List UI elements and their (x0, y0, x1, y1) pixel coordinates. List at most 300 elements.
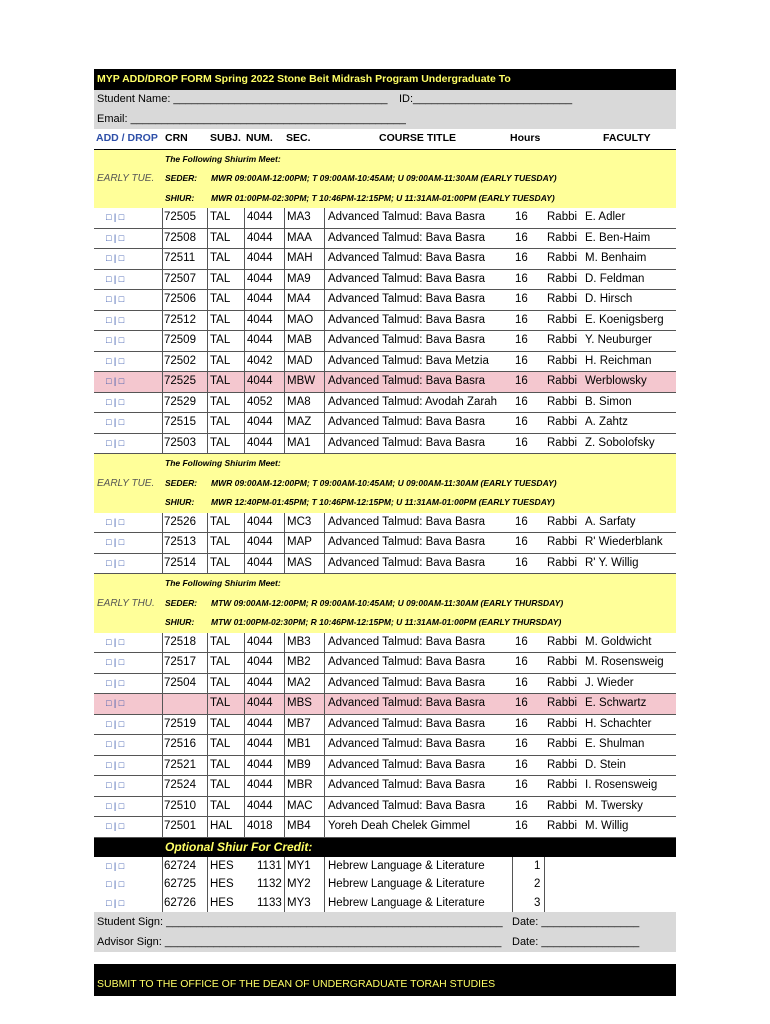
course-hours: 16 (515, 416, 528, 428)
column-divider (512, 894, 513, 913)
column-divider (324, 554, 325, 574)
add-drop-checkboxes[interactable]: □ | □ (106, 212, 125, 222)
column-divider (324, 776, 325, 796)
course-sec: MB3 (287, 635, 311, 648)
column-divider (284, 797, 285, 817)
course-hours: 16 (515, 293, 528, 305)
column-divider (284, 413, 285, 433)
course-sec: MB1 (287, 738, 311, 750)
column-divider (284, 434, 285, 454)
course-title: Advanced Talmud: Bava Basra (328, 272, 486, 285)
faculty-rabbi: Rabbi (547, 231, 578, 244)
add-drop-checkboxes[interactable]: □ | □ (106, 537, 125, 547)
column-divider (207, 413, 208, 433)
section-intro: The Following Shiurim Meet: (165, 578, 281, 588)
course-crn: 72512 (164, 313, 196, 326)
course-crn: 72525 (164, 375, 196, 387)
column-divider (284, 270, 285, 290)
course-crn: 72501 (164, 820, 196, 832)
course-hours: 16 (515, 656, 528, 668)
faculty-name: E. Adler (585, 211, 626, 223)
column-divider (244, 797, 245, 817)
section-intro: The Following Shiurim Meet: (165, 153, 281, 164)
shiur-label: SHIUR: (165, 497, 195, 507)
course-hours: 16 (515, 375, 528, 387)
course-hours: 16 (515, 676, 528, 689)
faculty-rabbi: Rabbi (547, 395, 578, 408)
course-title: Hebrew Language & Literature (328, 859, 485, 872)
add-drop-checkboxes[interactable]: □ | □ (106, 739, 125, 749)
course-hours: 16 (515, 436, 528, 449)
course-num: 4042 (247, 354, 273, 367)
column-divider (244, 249, 245, 269)
course-crn: 72516 (164, 738, 196, 750)
course-subj: TAL (210, 738, 231, 750)
course-hours: 16 (515, 635, 528, 648)
course-title: Hebrew Language & Literature (328, 896, 485, 909)
add-drop-checkboxes[interactable]: □ | □ (106, 860, 125, 871)
optional-rows (94, 857, 676, 913)
course-sec: MB9 (287, 758, 311, 771)
faculty-name: Y. Neuburger (585, 334, 652, 346)
column-divider (244, 331, 245, 351)
course-sec: MA9 (287, 272, 311, 285)
faculty-rabbi: Rabbi (547, 779, 578, 791)
course-row (94, 694, 676, 715)
section-intro-row (94, 574, 676, 594)
course-title: Advanced Talmud: Bava Basra (328, 556, 486, 569)
seder-times: MWR 09:00AM-12:00PM; T 09:00AM-10:45AM; U 09:00AM-11:30AM (EARLY TUESDAY) (211, 477, 557, 488)
course-row (94, 249, 676, 270)
course-num: 4044 (247, 656, 273, 668)
course-title: Advanced Talmud: Bava Basra (328, 676, 486, 689)
course-num: 1133 (257, 896, 282, 909)
column-divider (162, 513, 163, 533)
course-row (94, 331, 676, 352)
column-divider (207, 352, 208, 372)
course-crn: 72506 (164, 293, 196, 305)
faculty-rabbi: Rabbi (547, 676, 578, 689)
course-crn: 72504 (164, 676, 196, 689)
section-intro-row (94, 150, 676, 170)
course-num: 4044 (247, 799, 273, 812)
course-hours: 16 (515, 272, 528, 285)
course-sec: MBR (287, 779, 313, 791)
add-drop-checkboxes[interactable]: □ | □ (106, 232, 125, 243)
column-divider (244, 513, 245, 533)
column-divider (244, 533, 245, 553)
course-sec: MAD (287, 354, 313, 367)
course-title: Advanced Talmud: Bava Basra (328, 416, 486, 428)
column-divider (207, 674, 208, 694)
faculty-name: Z. Sobolofsky (585, 436, 655, 449)
course-title: Advanced Talmud: Bava Basra (328, 436, 486, 449)
faculty-name: J. Wieder (585, 676, 634, 689)
add-drop-checkboxes[interactable]: □ | □ (106, 800, 125, 811)
seder-times: MWR 09:00AM-12:00PM; T 09:00AM-10:45AM; U 09:00AM-11:30AM (EARLY TUESDAY) (211, 173, 557, 183)
add-drop-checkboxes[interactable]: □ | □ (106, 396, 125, 407)
add-drop-checkboxes[interactable]: □ | □ (106, 557, 125, 568)
column-divider (207, 372, 208, 392)
column-divider (162, 756, 163, 776)
column-divider (207, 533, 208, 553)
column-divider (244, 554, 245, 574)
column-divider (162, 434, 163, 454)
course-num: 4044 (247, 293, 273, 305)
footer-bar (94, 964, 676, 996)
email-field[interactable]: Email: _____________________________________________ (97, 112, 406, 125)
course-num: 4018 (247, 820, 273, 832)
col-crn: CRN (165, 132, 188, 144)
optional-course-row (94, 857, 676, 876)
course-title: Advanced Talmud: Bava Basra (328, 515, 486, 528)
course-crn: 72509 (164, 334, 196, 346)
faculty-name: H. Schachter (585, 717, 652, 730)
course-row (94, 434, 676, 455)
faculty-name: I. Rosensweig (585, 779, 658, 791)
column-divider (284, 694, 285, 714)
add-drop-checkboxes[interactable]: □ | □ (106, 335, 125, 345)
faculty-name: E. Shulman (585, 738, 645, 750)
email-row (94, 110, 676, 130)
faculty-name: R' Wiederblank (585, 536, 663, 548)
add-drop-checkboxes[interactable]: □ | □ (106, 677, 125, 688)
course-row (94, 372, 676, 393)
column-divider (207, 694, 208, 714)
course-row (94, 413, 676, 434)
course-hours: 16 (515, 717, 528, 730)
column-divider (162, 894, 163, 913)
column-divider (324, 674, 325, 694)
course-title: Advanced Talmud: Bava Metzia (328, 354, 489, 367)
faculty-name: D. Feldman (585, 272, 645, 285)
column-divider (324, 797, 325, 817)
course-sec: MA2 (287, 676, 311, 689)
faculty-rabbi: Rabbi (547, 313, 578, 326)
column-divider (324, 653, 325, 673)
faculty-rabbi: Rabbi (547, 416, 578, 428)
column-divider (324, 817, 325, 837)
add-drop-checkboxes[interactable]: □ | □ (106, 636, 125, 647)
faculty-rabbi: Rabbi (547, 375, 578, 387)
course-title: Advanced Talmud: Bava Basra (328, 799, 486, 812)
course-sec: MY1 (287, 859, 311, 872)
course-sec: MBS (287, 697, 312, 709)
add-drop-checkboxes[interactable]: □ | □ (106, 657, 125, 667)
course-num: 4044 (247, 313, 273, 326)
course-hours: 16 (515, 820, 528, 832)
add-drop-checkboxes[interactable]: □ | □ (106, 821, 125, 831)
column-divider (244, 229, 245, 249)
course-crn: 72503 (164, 436, 196, 449)
column-divider (162, 674, 163, 694)
column-divider (544, 894, 545, 913)
course-crn: 72519 (164, 717, 196, 730)
column-divider (284, 249, 285, 269)
faculty-name: M. Benhaim (585, 252, 647, 264)
course-row (94, 513, 676, 534)
column-divider (284, 715, 285, 735)
column-divider (244, 817, 245, 837)
column-divider (244, 434, 245, 454)
column-divider (324, 875, 325, 894)
column-divider (162, 331, 163, 351)
course-crn: 72518 (164, 635, 196, 648)
course-sec: MAA (287, 231, 312, 244)
course-num: 4044 (247, 375, 273, 387)
column-divider (207, 776, 208, 796)
course-crn: 72517 (164, 656, 196, 668)
course-title: Advanced Talmud: Bava Basra (328, 717, 486, 730)
column-divider (284, 352, 285, 372)
column-divider (284, 875, 285, 894)
course-crn: 72502 (164, 354, 196, 367)
col-title: COURSE TITLE (379, 132, 457, 144)
column-divider (284, 756, 285, 776)
add-drop-checkboxes[interactable]: □ | □ (106, 273, 125, 284)
course-row (94, 393, 676, 414)
column-divider (284, 208, 285, 228)
form-header (94, 69, 676, 90)
course-row (94, 776, 676, 797)
add-drop-form (94, 69, 676, 996)
course-sec: MAH (287, 252, 313, 264)
faculty-rabbi: Rabbi (547, 536, 578, 548)
column-divider (207, 513, 208, 533)
column-divider (162, 290, 163, 310)
course-title: Advanced Talmud: Bava Basra (328, 697, 486, 709)
student-name-field[interactable]: Student Name: ___________________________________ (97, 93, 388, 105)
course-subj: TAL (210, 375, 231, 387)
add-drop-checkboxes[interactable]: □ | □ (106, 879, 125, 889)
course-subj: TAL (210, 395, 231, 408)
column-divider (244, 393, 245, 413)
faculty-rabbi: Rabbi (547, 820, 578, 832)
add-drop-checkboxes[interactable]: □ | □ (106, 376, 125, 386)
column-divider (162, 797, 163, 817)
course-subj: TAL (210, 536, 231, 548)
course-crn: 62724 (164, 859, 196, 872)
column-divider (284, 393, 285, 413)
add-drop-checkboxes[interactable]: □ | □ (106, 516, 125, 527)
add-drop-checkboxes[interactable]: □ | □ (106, 314, 125, 325)
column-divider (162, 229, 163, 249)
course-sec: MA3 (287, 211, 311, 223)
column-divider (324, 352, 325, 372)
course-title: Advanced Talmud: Bava Basra (328, 779, 486, 791)
course-subj: TAL (210, 779, 231, 791)
column-divider (162, 533, 163, 553)
column-divider (324, 434, 325, 454)
faculty-rabbi: Rabbi (547, 556, 578, 569)
course-title: Advanced Talmud: Bava Basra (328, 738, 486, 750)
course-num: 4044 (247, 416, 273, 428)
column-divider (512, 875, 513, 894)
student-name-row (94, 90, 676, 110)
faculty-rabbi: Rabbi (547, 635, 578, 648)
course-title: Advanced Talmud: Avodah Zarah (328, 395, 497, 408)
faculty-name: D. Stein (585, 758, 626, 771)
advisor-date-field[interactable]: Date: ________________ (512, 936, 640, 948)
course-hours: 16 (515, 556, 528, 569)
col-hours: Hours (510, 132, 541, 144)
add-drop-checkboxes[interactable]: □ | □ (106, 294, 125, 304)
course-sec: MA8 (287, 395, 311, 408)
add-drop-checkboxes[interactable]: □ | □ (106, 417, 125, 427)
course-subj: TAL (210, 354, 231, 367)
column-divider (162, 694, 163, 714)
course-subj: HES (210, 896, 234, 909)
optional-header (94, 838, 676, 857)
shiur-times: MWR 12:40PM-01:45PM; T 10:46PM-12:15PM; U 11:31AM-01:00PM (EARLY TUESDAY) (211, 497, 555, 507)
column-divider (207, 653, 208, 673)
course-crn: 72529 (164, 395, 196, 408)
course-subj: TAL (210, 252, 231, 264)
column-divider (512, 857, 513, 876)
course-num: 4044 (247, 436, 273, 449)
add-drop-checkboxes[interactable]: □ | □ (106, 355, 125, 366)
column-divider (244, 776, 245, 796)
course-title: Yoreh Deah Chelek Gimmel (328, 820, 471, 832)
column-divider (284, 229, 285, 249)
column-divider (162, 393, 163, 413)
course-subj: HAL (210, 820, 233, 832)
section-intro: The Following Shiurim Meet: (165, 458, 281, 468)
add-drop-checkboxes[interactable]: □ | □ (106, 253, 125, 263)
column-divider (324, 715, 325, 735)
faculty-rabbi: Rabbi (547, 515, 578, 528)
shiur-times: MWR 01:00PM-02:30PM; T 10:46PM-12:15PM; U 11:31AM-01:00PM (EARLY TUESDAY) (211, 192, 555, 203)
column-divider (207, 434, 208, 454)
add-drop-checkboxes[interactable]: □ | □ (106, 718, 125, 729)
column-divider (162, 413, 163, 433)
course-row (94, 208, 676, 229)
column-divider (207, 208, 208, 228)
faculty-rabbi: Rabbi (547, 211, 578, 223)
course-crn: 72521 (164, 758, 196, 771)
student-sign-field[interactable]: Student Sign: _______________________________________________________ (97, 916, 503, 928)
faculty-name: Werblowsky (585, 375, 647, 387)
course-num: 1132 (257, 878, 282, 890)
column-divider (324, 756, 325, 776)
student-sign-row (94, 912, 676, 932)
seder-row (94, 169, 676, 189)
course-sec: MB4 (287, 820, 311, 832)
seder-row (94, 474, 676, 494)
shiur-times: MTW 01:00PM-02:30PM; R 10:46PM-12:15PM; U 11:31AM-01:00PM (EARLY THURSDAY) (211, 617, 562, 627)
id-field[interactable]: ID:__________________________ (399, 93, 573, 105)
course-sec: MAC (287, 799, 313, 812)
advisor-sign-field[interactable]: Advisor Sign: _______________________________________________________ (97, 936, 502, 948)
col-add-drop: ADD / DROP (96, 132, 158, 144)
add-drop-checkboxes[interactable]: □ | □ (106, 698, 125, 708)
add-drop-checkboxes[interactable]: □ | □ (106, 780, 125, 790)
course-hours: 16 (515, 738, 528, 750)
faculty-rabbi: Rabbi (547, 436, 578, 449)
faculty-rabbi: Rabbi (547, 717, 578, 730)
course-num: 4044 (247, 252, 273, 264)
column-divider (244, 715, 245, 735)
column-divider (244, 270, 245, 290)
column-divider (162, 249, 163, 269)
course-subj: HES (210, 859, 234, 872)
column-divider (284, 372, 285, 392)
seder-row (94, 594, 676, 614)
course-row (94, 554, 676, 575)
add-drop-checkboxes[interactable]: □ | □ (106, 759, 125, 770)
course-subj: TAL (210, 293, 231, 305)
faculty-rabbi: Rabbi (547, 738, 578, 750)
course-row (94, 817, 676, 838)
course-crn: 72514 (164, 556, 196, 569)
optional-title: Optional Shiur For Credit: (165, 839, 313, 854)
faculty-rabbi: Rabbi (547, 354, 578, 367)
course-row (94, 674, 676, 695)
column-divider (207, 270, 208, 290)
course-subj: TAL (210, 515, 231, 528)
course-sec: MA1 (287, 436, 311, 449)
course-title: Advanced Talmud: Bava Basra (328, 536, 486, 548)
course-hours: 16 (515, 779, 528, 791)
add-drop-checkboxes[interactable]: □ | □ (106, 897, 125, 908)
course-row (94, 715, 676, 736)
column-divider (284, 817, 285, 837)
course-crn: 72508 (164, 231, 196, 244)
course-subj: TAL (210, 676, 231, 689)
course-hours: 16 (515, 536, 528, 548)
course-sec: MB7 (287, 717, 311, 730)
faculty-rabbi: Rabbi (547, 252, 578, 264)
column-divider (324, 249, 325, 269)
course-row (94, 653, 676, 674)
course-hours: 16 (515, 395, 528, 408)
column-divider (244, 290, 245, 310)
course-sec: MAS (287, 556, 312, 569)
course-row (94, 797, 676, 818)
course-subj: TAL (210, 799, 231, 812)
course-sec: MA4 (287, 293, 311, 305)
student-date-field[interactable]: Date: ________________ (512, 916, 640, 928)
course-num: 4044 (247, 697, 273, 709)
column-divider (162, 208, 163, 228)
column-divider (284, 674, 285, 694)
column-divider (162, 715, 163, 735)
column-divider (162, 352, 163, 372)
course-sec: MY3 (287, 896, 311, 909)
column-divider (244, 208, 245, 228)
course-subj: TAL (210, 416, 231, 428)
course-row (94, 756, 676, 777)
course-subj: TAL (210, 231, 231, 244)
form-title: MYP ADD/DROP FORM Spring 2022 Stone Beit Midrash Program Undergraduate To (97, 73, 511, 85)
shiur-row (94, 189, 676, 209)
column-divider (324, 270, 325, 290)
course-crn: 72524 (164, 779, 196, 791)
faculty-rabbi: Rabbi (547, 697, 578, 709)
course-hours: 3 (534, 896, 541, 909)
column-divider (324, 894, 325, 913)
shiur-row (94, 493, 676, 513)
col-faculty: FACULTY (603, 132, 651, 144)
course-num: 1131 (257, 859, 282, 872)
course-title: Hebrew Language & Literature (328, 878, 485, 890)
footer-text: SUBMIT TO THE OFFICE OF THE DEAN OF UNDERGRADUATE TORAH STUDIES (97, 978, 496, 990)
course-crn: 62726 (164, 896, 196, 909)
add-drop-checkboxes[interactable]: □ | □ (106, 437, 125, 448)
faculty-name: M. Goldwicht (585, 635, 652, 648)
course-hours: 16 (515, 799, 528, 812)
col-subj: SUBJ. (210, 132, 241, 144)
